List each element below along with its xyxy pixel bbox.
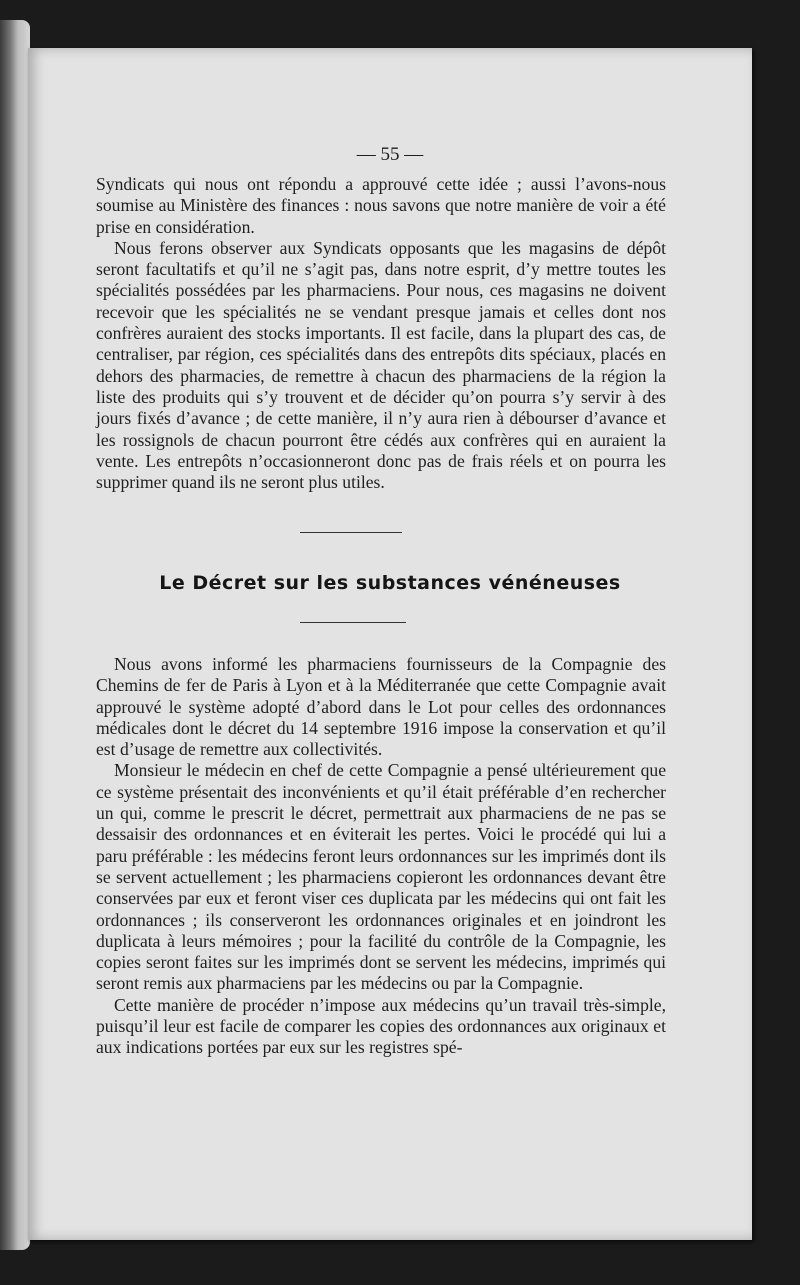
book-page [28,48,752,1240]
heading-underline [300,622,406,623]
paragraph: Nous ferons observer aux Syndicats opposants que les magasins de dépôt seront facultatifs et qu’il ne s’agit pas, dans notre esprit, d’y mettre toutes les spécialités possédées par les pharmaciens. Pour nous, ces magasins ne doivent recevoir que les spécialités ne se vendant presque jamais et celles dont nos confrères auraient des stocks importants. Il est facile, dans la plupart des cas, de centraliser, par région, ces spécialités dans des entrepôts dits spéciaux, placés en dehors des pharmacies, de remettre à chacun des pharmaciens de la région la liste des produits qui s’y trouvent et de décider qu’on pourra s’y servir à des jours fixés d’avance ; de cette manière, il n’y aura rien à débourser d’avance et les rossignols de chacun pourront être cédés aux confrères qui en auraient la vente. Les entrepôts n’occasionneront donc pas de frais réels et on pourra les supprimer quand ils ne seront plus utiles. [96,237,666,493]
section-heading: Le Décret sur les substances vénéneuses [159,572,621,594]
book-spine [0,20,30,1250]
text-section-2 [96,654,666,1059]
paragraph: Syndicats qui nous ont répondu a approuvé cette idée ; aussi l’avons-nous soumise au Ministère des finances : nous savons que notre manière de voir a été prise en considération. [96,174,666,237]
text-section-1 [96,174,666,493]
separator-rule [300,532,402,533]
paragraph: Monsieur le médecin en chef de cette Compagnie a pensé ultérieurement que ce système présentait des inconvénients et qu’il était préférable d’en rechercher un qui, comme le prescrit le décret, permettrait aux pharmaciens de ne pas se dessaisir des ordonnances et en éviterait les pertes. Voici le procédé qui lui a paru préférable : les médecins feront leurs ordonnances sur les imprimés dont ils se servent actuellement ; les pharmaciens copieront les ordonnances devant être conservées par eux et feront viser ces duplicata par les médecins qui ont fait les ordonnances ; ils conserveront les ordonnances originales et en joindront les duplicata à leurs mémoires ; pour la facilité du contrôle de la Compagnie, les copies seront faites sur les imprimés dont se servent les médecins, imprimés qui seront remis aux pharmaciens par les médecins ou par la Compagnie. [96,760,666,994]
paragraph: Nous avons informé les pharmaciens fournisseurs de la Compagnie des Chemins de fer de Paris à Lyon et à la Méditerranée que cette Compagnie avait approuvé le système adopté d’abord dans le Lot pour celles des ordonnances médicales dont le décret du 14 septembre 1916 impose la conservation et qu’il est d’usage de remettre aux collectivités. [96,654,666,760]
page-number: — 55 — [356,144,424,165]
paragraph: Cette manière de procéder n’impose aux médecins qu’un travail très-simple, puisqu’il leur est facile de comparer les copies des ordonnances aux originaux et aux indications portées par eux sur les registres spé- [96,994,666,1058]
